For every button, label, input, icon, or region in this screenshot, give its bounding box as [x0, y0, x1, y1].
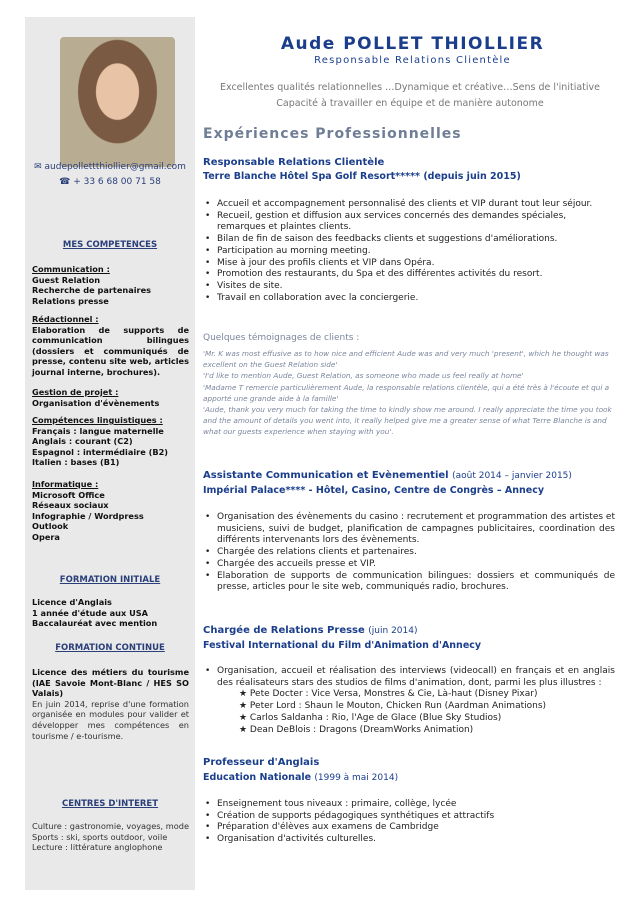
interet-item: Culture : gastronomie, voyages, mode — [32, 821, 189, 831]
redac-text: Elaboration de supports de communication bilingues (dossiers et communiqués de presse, contenu site web, articles journal interne, brochures). — [32, 324, 189, 377]
formation-continue — [32, 667, 189, 741]
list-item: • Organisation des évènements du casino : recrutement et programmation des artistes et musiciens, suivi de budget, planification de campagnes publicitaires, coordination des différents intervenants lors des évènements. — [203, 512, 615, 547]
interet-item: Sports : ski, sports outdoor, voile — [32, 831, 168, 842]
comm-title: Communication : — [32, 264, 110, 274]
tagline-line-2: Capacité à travailler en équipe et de manière autonome — [276, 98, 544, 109]
info-item: Opera — [32, 531, 60, 542]
redac-title: Rédactionnel : — [32, 314, 99, 324]
info-item: Microsoft Office — [32, 489, 105, 500]
list-item: • Recueil, gestion et diffusion aux services concernés des demandes spéciales, remarques et plaintes clients. — [203, 211, 615, 234]
comm-item: Relations presse — [32, 295, 109, 306]
job3-company: Festival International du Film d'Animation d'Annecy — [203, 640, 482, 651]
ling-item: Italien : bases (B1) — [32, 457, 120, 468]
job1-company: Terre Blanche Hôtel Spa Golf Resort***** (depuis juin 2015) — [203, 171, 521, 182]
comm-item: Guest Relation — [32, 274, 101, 285]
tagline-line-1: Excellentes qualités relationnelles …Dynamique et créative…Sens de l'initiative — [220, 82, 600, 93]
info-item: Outlook — [32, 521, 69, 532]
job3-title-line — [203, 625, 417, 636]
star-item: ★ Dean DeBlois : Dragons (DreamWorks Animation) — [239, 724, 474, 735]
email-link[interactable]: audepollettthiollier@gmail.com — [44, 162, 186, 172]
competence-communication — [32, 264, 189, 306]
job4-date: (1999 à mai 2014) — [314, 773, 399, 783]
job2-date: (août 2014 – janvier 2015) — [452, 471, 572, 481]
ling-title: Compétences linguistiques : — [32, 415, 163, 425]
job3-title: Chargée de Relations Presse — [203, 625, 365, 636]
formation-heading: FORMATION INITIALE — [59, 575, 161, 585]
list-item: • Préparation d'élèves aux examens de Cambridge — [203, 822, 615, 834]
interets-list — [32, 821, 189, 853]
client-quotes — [203, 348, 623, 438]
continue-text: En juin 2014, reprise d'une formation organisée en modules pour valider et développer mes compétences en tourisme / e-tourisme. — [32, 698, 189, 741]
list-item: • Accueil et accompagnement personnalisé des clients et VIP durant tout leur séjour. — [203, 199, 615, 211]
job1-title: Responsable Relations Clientèle — [203, 157, 385, 168]
interet-item: Lecture : littérature anglophone — [32, 842, 163, 853]
list-item: • Mise à jour des profils clients et VIP dans Opéra. — [203, 258, 615, 270]
job3-bullet-text: Organisation, accueil et réalisation des interviews (videocall) en français et en anglais des réalisateurs stars des studios de films d'animation, dont, parmi les plus illustres : — [217, 666, 615, 688]
list-item: • Participation au morning meeting. — [203, 246, 615, 258]
job2-bullets — [203, 512, 615, 594]
job2-company: Impérial Palace**** - Hôtel, Casino, Centre de Congrès – Annecy — [203, 485, 545, 496]
list-item — [203, 666, 615, 736]
competence-gestion — [32, 387, 189, 408]
gestion-text: Organisation d'évènements — [32, 397, 160, 408]
competence-informatique — [32, 479, 189, 543]
quote: 'Mr. K was most effusive as to how nice and efficient Aude was and very much 'present', which he thought was excellent on the Guest Relation side' — [203, 349, 609, 370]
star-item: ★ Pete Docter : Vice Versa, Monstres & Cie, Là-haut (Disney Pixar) — [239, 689, 538, 700]
ling-item: Anglais : courant (C2) — [32, 436, 133, 447]
gestion-title: Gestion de projet : — [32, 387, 119, 397]
comm-item: Recherche de partenaires — [32, 285, 151, 296]
star-item: ★ Peter Lord : Shaun le Mouton, Chicken Run (Aardman Animations) — [239, 701, 547, 712]
phone-icon: ☎ — [59, 177, 71, 187]
info-title: Informatique : — [32, 479, 99, 489]
formation-item: Baccalauréat avec mention — [32, 618, 158, 629]
job3-date: (juin 2014) — [368, 626, 418, 636]
formation-list — [32, 597, 189, 629]
job4-title: Professeur d'Anglais — [203, 757, 320, 768]
formation-item: Licence d'Anglais — [32, 597, 112, 607]
quote: 'I'd like to mention Aude, Guest Relation, as someone who made us feel really at home' — [203, 371, 524, 381]
phone-number: + 33 6 68 00 71 58 — [73, 177, 161, 187]
list-item: • Promotion des restaurants, du Spa et des différentes activités du resort. — [203, 269, 615, 281]
quote: 'Madame T remercie particulièrement Aude, la responsable relations clientèle, qui a été très à l'écoute et qui a apporté une grande aide à la famille' — [203, 382, 610, 403]
job2-title: Assistante Communication et Evènementiel — [203, 470, 449, 481]
section-title-experiences: Expériences Professionnelles — [203, 126, 462, 142]
list-item: • Organisation d'activités culturelles. — [203, 834, 615, 846]
person-name: Aude POLLET THIOLLIER — [280, 34, 545, 54]
formation-item: 1 année d'étude aux USA — [32, 607, 148, 618]
job2-title-line — [203, 470, 572, 481]
sidebar — [25, 17, 195, 890]
job4-bullets — [203, 799, 615, 846]
formation-continue-heading: FORMATION CONTINUE — [55, 643, 165, 653]
info-item: Réseaux sociaux — [32, 500, 109, 511]
list-item: • Création de supports pédagogiques synthétiques et attractifs — [203, 811, 615, 823]
person-role: Responsable Relations Clientèle — [314, 55, 511, 66]
competence-langues — [32, 415, 189, 468]
list-item: • Chargée des accueils presse et VIP. — [203, 559, 615, 571]
quotes-heading: Quelques témoignages de clients : — [203, 333, 360, 343]
star-item: ★ Carlos Saldanha : Rio, l'Age de Glace (Blue Sky Studios) — [239, 712, 502, 723]
list-item: • Elaboration de supports de communication bilingues: dossiers et communiqués de presse, articles pour le site web, communiqués radio, brochures. — [203, 571, 615, 594]
continue-title: Licence des métiers du tourisme (IAE Savoie Mont-Blanc / HES SO Valais) — [32, 667, 189, 699]
list-item: • Chargée des relations clients et partenaires. — [203, 547, 615, 559]
competences-heading: MES COMPETENCES — [62, 240, 158, 250]
mail-icon: ✉ — [34, 162, 42, 172]
profile-photo — [60, 37, 175, 167]
ling-item: Espagnol : intermédiaire (B2) — [32, 446, 169, 457]
job4-company: Education Nationale — [203, 772, 312, 783]
info-item: Infographie / Wordpress — [32, 510, 144, 521]
list-item: • Bilan de fin de saison des feedbacks clients et suggestions d'améliorations. — [203, 234, 615, 246]
list-item: • Visites de site. — [203, 281, 615, 293]
phone-line — [25, 177, 195, 187]
ling-item: Français : langue maternelle — [32, 425, 164, 436]
competence-redaction — [32, 314, 189, 378]
job4-company-line — [203, 772, 398, 783]
interets-heading: CENTRES D'INTERET — [61, 799, 159, 809]
quote: 'Aude, thank you very much for taking the time to kindly show me around. I really appreciate the time you took and the amount of details you went into, it really helped give me a greater sense of what Terre Blanche is and what our guests experience when staying with you'. — [203, 405, 612, 437]
email-line — [25, 162, 195, 172]
job3-bullets — [203, 666, 615, 736]
list-item: • Travail en collaboration avec la conciergerie. — [203, 293, 615, 305]
list-item: • Enseignement tous niveaux : primaire, collège, lycée — [203, 799, 615, 811]
job1-bullets — [203, 199, 615, 304]
